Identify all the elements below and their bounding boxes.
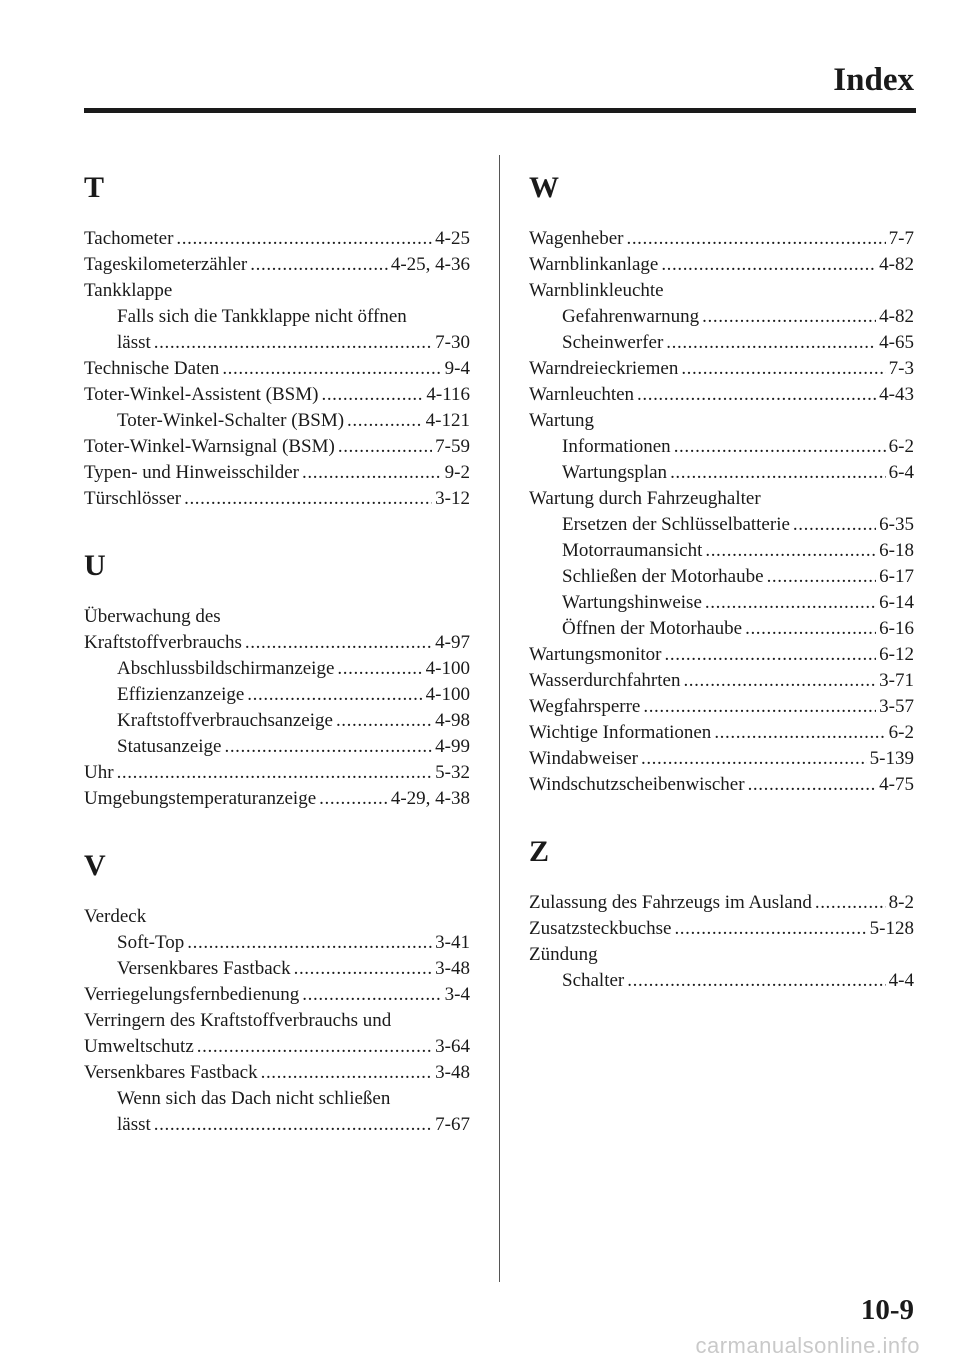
- index-subentry: [84, 930, 470, 956]
- dot-leader: [745, 616, 876, 642]
- dot-leader: [670, 460, 886, 486]
- index-entry: [529, 916, 914, 942]
- index-entry: [84, 382, 470, 408]
- index-entry: [84, 226, 470, 252]
- entry-page-ref: 6-4: [888, 462, 914, 483]
- entry-term: lässt: [117, 332, 151, 353]
- entry-page-ref: 9-2: [444, 462, 470, 483]
- index-entry: [529, 278, 914, 304]
- entry-term: Motorraumansicht: [562, 540, 703, 561]
- index-subentry: [84, 1112, 470, 1138]
- entry-term: Tachometer: [84, 228, 174, 249]
- index-entry: [529, 942, 914, 968]
- dot-leader: [665, 642, 877, 668]
- entry-page-ref: 6-14: [879, 592, 914, 613]
- index-section: [84, 168, 470, 512]
- entry-page-ref: 6-2: [888, 722, 914, 743]
- dot-leader: [637, 382, 876, 408]
- dot-leader: [748, 772, 877, 798]
- entry-term: Zündung: [529, 944, 598, 965]
- index-subentry: [529, 538, 914, 564]
- entry-term: Wartungsmonitor: [529, 644, 662, 665]
- index-section: [529, 832, 914, 994]
- section-gap: [84, 512, 470, 546]
- dot-leader: [666, 330, 876, 356]
- entry-page-ref: 4-43: [879, 384, 914, 405]
- index-column-left: [84, 168, 470, 1138]
- entry-term: Wegfahrsperre: [529, 696, 641, 717]
- index-subentry: [529, 590, 914, 616]
- entry-term: Überwachung des: [84, 606, 221, 627]
- entry-page-ref: 3-48: [435, 1062, 470, 1083]
- entry-page-ref: 4-100: [425, 658, 470, 679]
- index-subentry: [84, 304, 470, 330]
- dot-leader: [187, 930, 432, 956]
- entry-term: Schalter: [562, 970, 625, 991]
- entry-term: Umgebungstemperaturanzeige: [84, 788, 317, 809]
- entry-term: Effizienzanzeige: [117, 684, 245, 705]
- dot-leader: [154, 1112, 432, 1138]
- entry-term: Ersetzen der Schlüsselbatterie: [562, 514, 790, 535]
- entry-page-ref: 7-59: [435, 436, 470, 457]
- entry-page-ref: 4-121: [425, 410, 470, 431]
- entry-term: Scheinwerfer: [562, 332, 664, 353]
- entry-page-ref: 3-12: [435, 488, 470, 509]
- index-entry: [529, 642, 914, 668]
- entry-page-ref: 3-4: [444, 984, 470, 1005]
- entry-page-ref: 5-128: [869, 918, 914, 939]
- index-subentry: [529, 616, 914, 642]
- entry-term: Technische Daten: [84, 358, 220, 379]
- dot-leader: [302, 460, 442, 486]
- index-entry: [529, 772, 914, 798]
- dot-leader: [681, 356, 885, 382]
- entry-page-ref: 5-32: [435, 762, 470, 783]
- entry-term: Wartungshinweise: [562, 592, 702, 613]
- dot-leader: [319, 786, 388, 812]
- index-subentry: [84, 408, 470, 434]
- section-letter: U: [84, 549, 106, 582]
- index-subentry: [529, 304, 914, 330]
- index-entry: [84, 252, 470, 278]
- entry-term: Wagenheber: [529, 228, 624, 249]
- dot-leader: [683, 668, 876, 694]
- page-number: 10-9: [860, 1294, 914, 1326]
- watermark: carmanualsonline.info: [695, 1333, 920, 1358]
- index-subentry: [84, 956, 470, 982]
- dot-leader: [714, 720, 885, 746]
- dot-leader: [674, 916, 866, 942]
- entry-term: Toter-Winkel-Assistent (BSM): [84, 384, 319, 405]
- entry-term: Zusatzsteckbuchse: [529, 918, 672, 939]
- index-entry: [84, 760, 470, 786]
- entry-term: Warnblinkanlage: [529, 254, 659, 275]
- entry-page-ref: 6-18: [879, 540, 914, 561]
- entry-term: Wartung durch Fahrzeughalter: [529, 488, 761, 509]
- entry-page-ref: 3-48: [435, 958, 470, 979]
- index-subentry: [84, 682, 470, 708]
- entry-page-ref: 3-71: [879, 670, 914, 691]
- dot-leader: [302, 982, 441, 1008]
- section-letter: W: [529, 171, 559, 204]
- entry-page-ref: 4-82: [879, 254, 914, 275]
- index-subentry: [84, 656, 470, 682]
- index-subentry: [84, 330, 470, 356]
- index-entry: [84, 604, 470, 630]
- dot-leader: [294, 956, 433, 982]
- dot-leader: [117, 760, 433, 786]
- entry-page-ref: 8-2: [888, 892, 914, 913]
- entry-page-ref: 6-2: [888, 436, 914, 457]
- entry-page-ref: 7-3: [888, 358, 914, 379]
- dot-leader: [154, 330, 432, 356]
- section-gap: [84, 812, 470, 846]
- entry-page-ref: 4-29, 4-38: [390, 788, 470, 809]
- entry-term: Wartung: [529, 410, 594, 431]
- entry-term: Windabweiser: [529, 748, 638, 769]
- dot-leader: [641, 746, 867, 772]
- entry-term: Schließen der Motorhaube: [562, 566, 764, 587]
- index-section: [84, 846, 470, 1138]
- index-entry: [84, 356, 470, 382]
- index-subentry: [84, 734, 470, 760]
- dot-leader: [705, 538, 876, 564]
- entry-term: Versenkbares Fastback: [84, 1062, 258, 1083]
- index-entry: [84, 1008, 470, 1034]
- entry-term: Wasserdurchfahrten: [529, 670, 681, 691]
- dot-leader: [338, 434, 432, 460]
- entry-page-ref: 4-97: [435, 632, 470, 653]
- index-entry: [529, 694, 914, 720]
- entry-page-ref: 9-4: [444, 358, 470, 379]
- dot-leader: [197, 1034, 432, 1060]
- entry-term: Wichtige Informationen: [529, 722, 712, 743]
- dot-leader: [815, 890, 886, 916]
- dot-leader: [224, 734, 432, 760]
- entry-page-ref: 4-65: [879, 332, 914, 353]
- index-subentry: [529, 968, 914, 994]
- entry-term: Tankklappe: [84, 280, 173, 301]
- index-section: [84, 546, 470, 812]
- index-subentry: [84, 1086, 470, 1112]
- entry-page-ref: 4-116: [426, 384, 470, 405]
- index-entry: [529, 356, 914, 382]
- header-rule: [84, 108, 916, 113]
- dot-leader: [627, 968, 885, 994]
- dot-leader: [705, 590, 876, 616]
- entry-page-ref: 7-67: [435, 1114, 470, 1135]
- index-entry: [529, 720, 914, 746]
- dot-leader: [793, 512, 876, 538]
- dot-leader: [250, 252, 388, 278]
- index-entry: [84, 1060, 470, 1086]
- index-column-right: [529, 168, 914, 994]
- dot-leader: [643, 694, 876, 720]
- entry-page-ref: 7-7: [888, 228, 914, 249]
- entry-page-ref: 6-35: [879, 514, 914, 535]
- index-entry: [84, 904, 470, 930]
- entry-term: Warnblinkleuchte: [529, 280, 664, 301]
- entry-page-ref: 4-98: [435, 710, 470, 731]
- entry-term: Typen- und Hinweisschilder: [84, 462, 300, 483]
- dot-leader: [767, 564, 877, 590]
- entry-term: Kraftstoffverbrauchsanzeige: [117, 710, 333, 731]
- dot-leader: [336, 708, 432, 734]
- index-subentry: [84, 708, 470, 734]
- entry-term: Soft-Top: [117, 932, 185, 953]
- index-subentry: [529, 460, 914, 486]
- index-entry: [84, 434, 470, 460]
- entry-term: Statusanzeige: [117, 736, 222, 757]
- dot-leader: [321, 382, 423, 408]
- section-letter: V: [84, 849, 106, 882]
- entry-page-ref: 4-25: [435, 228, 470, 249]
- entry-page-ref: 4-100: [425, 684, 470, 705]
- dot-leader: [184, 486, 432, 512]
- dot-leader: [674, 434, 886, 460]
- index-section: [529, 168, 914, 798]
- index-entry: [84, 1034, 470, 1060]
- entry-term: Informationen: [562, 436, 671, 457]
- index-subentry: [529, 434, 914, 460]
- index-entry: [529, 890, 914, 916]
- entry-term: Gefahrenwarnung: [562, 306, 700, 327]
- index-entry: [529, 252, 914, 278]
- entry-term: Zulassung des Fahrzeugs im Ausland: [529, 892, 812, 913]
- entry-page-ref: 4-4: [888, 970, 914, 991]
- dot-leader: [661, 252, 876, 278]
- entry-page-ref: 4-82: [879, 306, 914, 327]
- entry-term: Umweltschutz: [84, 1036, 194, 1057]
- entry-term: Windschutzscheibenwischer: [529, 774, 745, 795]
- column-divider: [499, 155, 500, 1282]
- entry-term: Türschlösser: [84, 488, 182, 509]
- entry-term: Kraftstoffverbrauchs: [84, 632, 242, 653]
- entry-page-ref: 6-12: [879, 644, 914, 665]
- dot-leader: [176, 226, 432, 252]
- index-entry: [84, 630, 470, 656]
- entry-term: Wartungsplan: [562, 462, 668, 483]
- entry-term: Toter-Winkel-Schalter (BSM): [117, 410, 345, 431]
- entry-page-ref: 4-75: [879, 774, 914, 795]
- entry-page-ref: 6-16: [879, 618, 914, 639]
- entry-page-ref: 4-99: [435, 736, 470, 757]
- index-entry: [84, 278, 470, 304]
- entry-page-ref: 4-25, 4-36: [390, 254, 470, 275]
- dot-leader: [337, 656, 422, 682]
- index-entry: [529, 668, 914, 694]
- dot-leader: [626, 226, 885, 252]
- index-entry: [529, 746, 914, 772]
- dot-leader: [222, 356, 441, 382]
- section-letter: Z: [529, 835, 550, 868]
- entry-term: Tageskilometerzähler: [84, 254, 248, 275]
- entry-page-ref: 3-57: [879, 696, 914, 717]
- dot-leader: [702, 304, 876, 330]
- index-entry: [529, 382, 914, 408]
- dot-leader: [245, 630, 432, 656]
- entry-term: Warndreieckriemen: [529, 358, 679, 379]
- index-entry: [84, 982, 470, 1008]
- index-entry: [529, 486, 914, 512]
- index-entry: [84, 786, 470, 812]
- index-subentry: [529, 512, 914, 538]
- index-subentry: [529, 330, 914, 356]
- entry-term: lässt: [117, 1114, 151, 1135]
- dot-leader: [247, 682, 422, 708]
- section-gap: [529, 798, 914, 832]
- dot-leader: [261, 1060, 433, 1086]
- index-entry: [84, 486, 470, 512]
- page-title: Index: [833, 62, 914, 98]
- index-entry: [84, 460, 470, 486]
- entry-term: Uhr: [84, 762, 114, 783]
- entry-term: Toter-Winkel-Warnsignal (BSM): [84, 436, 335, 457]
- entry-term: Wenn sich das Dach nicht schließen: [117, 1088, 391, 1109]
- entry-page-ref: 7-30: [435, 332, 470, 353]
- index-entry: [529, 408, 914, 434]
- index-subentry: [529, 564, 914, 590]
- entry-page-ref: 5-139: [869, 748, 914, 769]
- index-entry: [529, 226, 914, 252]
- entry-page-ref: 3-41: [435, 932, 470, 953]
- entry-term: Versenkbares Fastback: [117, 958, 291, 979]
- dot-leader: [347, 408, 423, 434]
- entry-term: Öffnen der Motorhaube: [562, 618, 743, 639]
- entry-page-ref: 6-17: [879, 566, 914, 587]
- entry-term: Verdeck: [84, 906, 147, 927]
- entry-term: Falls sich die Tankklappe nicht öffnen: [117, 306, 407, 327]
- entry-term: Abschlussbildschirmanzeige: [117, 658, 335, 679]
- entry-page-ref: 3-64: [435, 1036, 470, 1057]
- entry-term: Verriegelungsfernbedienung: [84, 984, 300, 1005]
- entry-term: Warnleuchten: [529, 384, 635, 405]
- entry-term: Verringern des Kraftstoffverbrauchs und: [84, 1010, 392, 1031]
- section-letter: T: [84, 171, 105, 204]
